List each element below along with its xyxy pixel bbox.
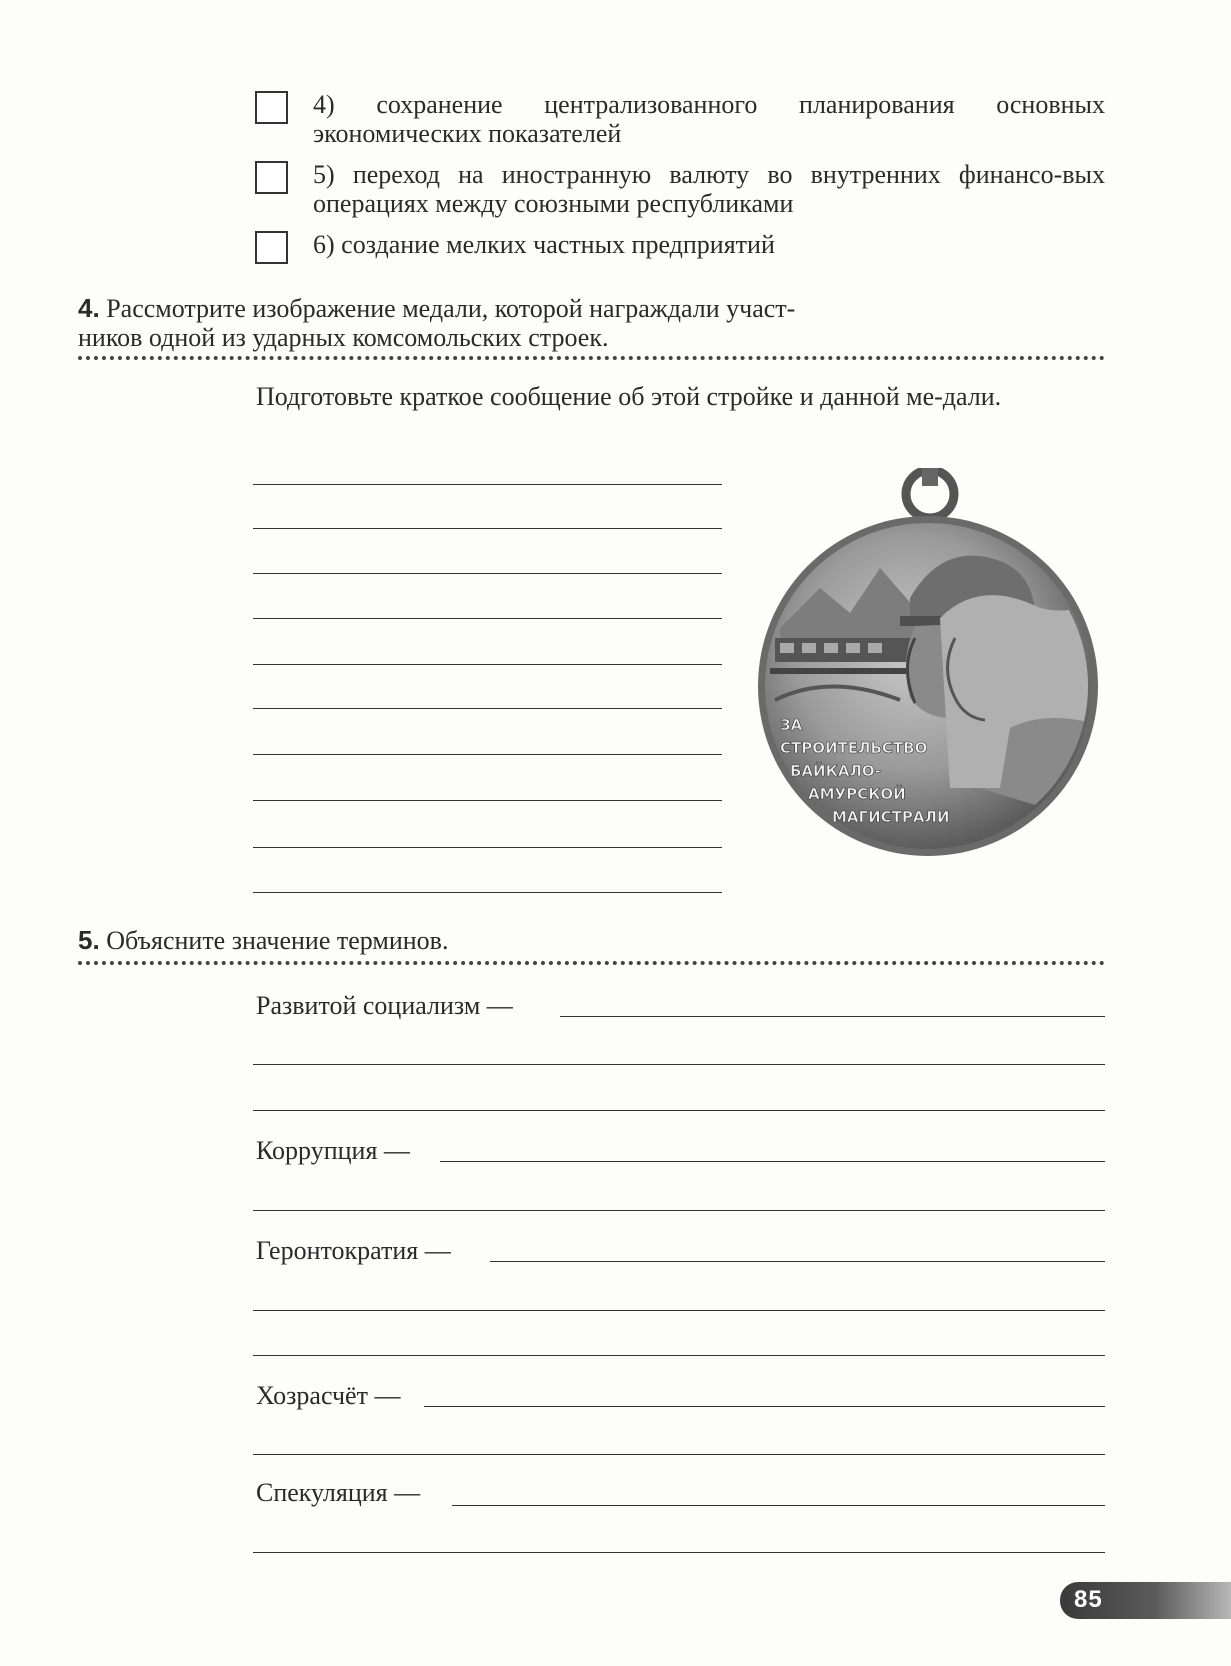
term-label-speculation: Спекуляция — [256,1478,421,1507]
term-label-gerontocracy: Геронтократия — [256,1236,451,1265]
task-4-dotted-rule [78,356,1105,360]
task-5-number: 5. [78,925,100,955]
medal-inscription-line: ЗА [780,716,803,734]
medal-inscription-line: СТРОИТЕЛЬСТВО [780,739,928,757]
page-number: 85 [1074,1586,1103,1613]
task-5-heading [78,926,448,955]
term-answer-line[interactable] [253,1454,1105,1455]
term-answer-line[interactable] [452,1505,1105,1506]
term-label-corruption: Коррупция — [256,1136,410,1165]
option-text-5: 5) переход на иностранную валюту во внутренних финансо-вых операциях между союзными республиками [313,160,1105,218]
answer-line[interactable] [253,573,722,574]
term-answer-line[interactable] [253,1064,1105,1065]
option-checkbox-6[interactable] [255,231,288,264]
option-text-6: 6) создание мелких частных предприятий [313,230,775,259]
page-number-tab [1060,1582,1231,1619]
term-answer-line[interactable] [253,1310,1105,1311]
term-label-developed-socialism: Развитой социализм — [256,991,513,1020]
term-answer-line[interactable] [253,1355,1105,1356]
task-4-heading [78,294,795,323]
task-4-number: 4. [78,293,100,323]
medal-inscription-line: АМУРСКОЙ [808,785,906,803]
term-answer-line[interactable] [440,1161,1105,1162]
medal-inscription-line: БАЙКАЛО- [790,762,881,780]
task-5-dotted-rule [78,961,1105,965]
task-4-text-line1: Рассмотрите изображение медали, которой награждали участ- [106,294,796,323]
answer-line[interactable] [253,754,722,755]
task-4-instruction: Подготовьте краткое сообщение об этой стройке и данной ме-дали. [256,382,1002,411]
medal-inscription-line: МАГИСТРАЛИ [832,808,950,826]
term-answer-line[interactable] [253,1210,1105,1211]
term-answer-line[interactable] [424,1406,1105,1407]
answer-line[interactable] [253,847,722,848]
answer-line[interactable] [253,800,722,801]
option-checkbox-5[interactable] [255,161,288,194]
task-5-text: Объясните значение терминов. [106,926,449,955]
answer-line[interactable] [253,892,722,893]
bam-medal-image [750,468,1110,888]
term-answer-line[interactable] [253,1552,1105,1553]
term-answer-line[interactable] [490,1261,1105,1262]
term-answer-line[interactable] [253,1110,1105,1111]
answer-line[interactable] [253,484,722,485]
term-answer-line[interactable] [560,1016,1105,1017]
option-text-4: 4) сохранение централизованного планирования основных экономических показателей [313,90,1105,148]
option-checkbox-4[interactable] [255,91,288,124]
answer-line[interactable] [253,618,722,619]
answer-line[interactable] [253,664,722,665]
task-4-text-line2: ников одной из ударных комсомольских строек. [78,323,609,352]
answer-line[interactable] [253,528,722,529]
answer-line[interactable] [253,708,722,709]
term-label-khozraschet: Хозрасчёт — [256,1381,401,1410]
